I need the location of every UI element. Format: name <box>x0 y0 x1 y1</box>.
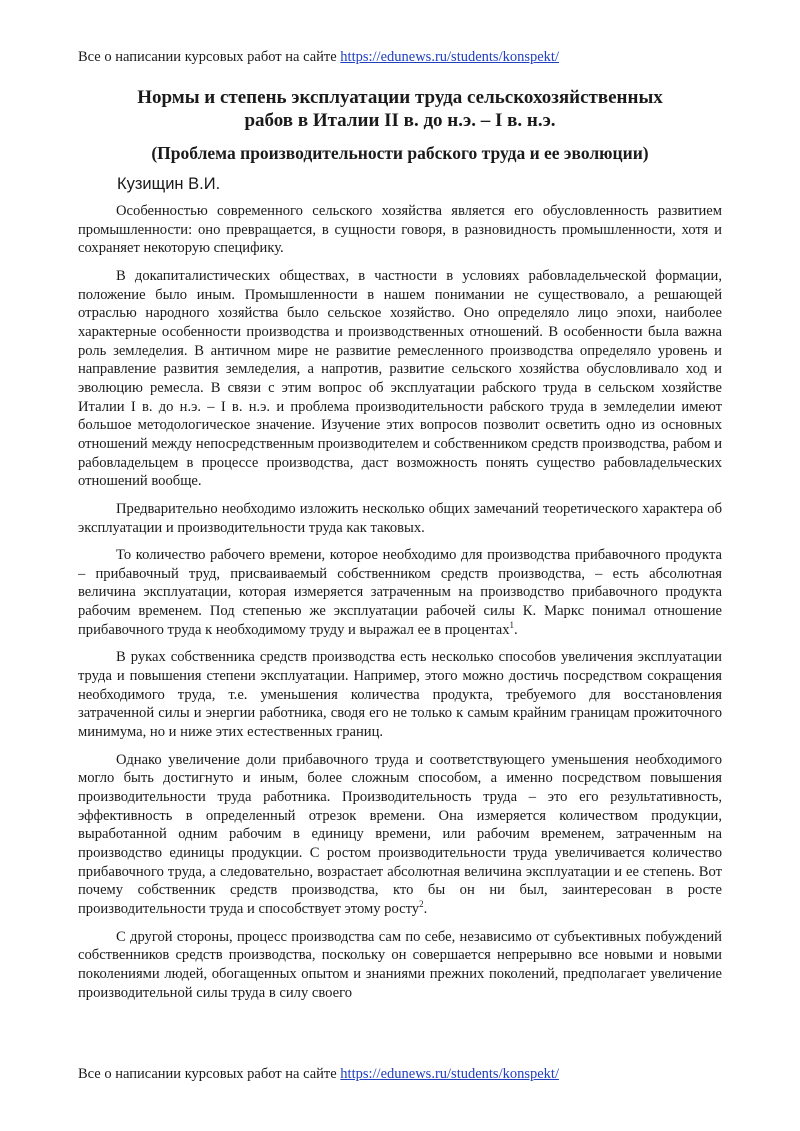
page-header <box>78 48 559 66</box>
footnote-ref-2[interactable]: 2 <box>419 899 424 910</box>
title-line-1: Нормы и степень эксплуатации труда сельскохозяйственных <box>137 87 663 108</box>
document-subtitle: (Проблема производительности рабского труда и ее эволюции) <box>151 143 649 163</box>
paragraph-2: В докапиталистических обществах, в частности в условиях рабовладельческой формации, положение было иным. Промышленности в нашем понимании не существовало, а решающей отраслью народного хозяйства было сельское хозяйство. Оно определяло лицо эпохи, наиболее характерные особенности производства и производственных отношений. В особенности была важна роль земледелия. В античном мире не развитие ремесленного производства определяло уровень и направление развития земледелия, а напротив, развитие сельского хозяйства обусловливало ход и эволюцию ремесла. В связи с этим вопрос об эксплуатации рабского труда в сельском хозяйстве Италии I в. до н.э. – I в. н.э. и проблема производительности рабского труда в земледелии имеют большое методологическое значение. Изучение этих вопросов позволит осветить одно из основных отношений между непосредственным производителем и собственником средств производства, рабом и рабовладельцем в процессе производства, даст возможность понять существо рабовладельческих отношений вообще. <box>78 267 722 490</box>
footer-text: Все о написании курсовых работ на сайте <box>78 1066 341 1082</box>
paragraph-4 <box>78 546 722 639</box>
paragraph-6-text: Однако увеличение доли прибавочного труда и соответствующего уменьшения необходимого могло быть достигнуто и иным, более сложным способом, а именно посредством повышения производительности труда работника. Производительность труда – это его результативность, эффективность в определенный отрезок времени. Она измеряется количеством продукции, выработанной одним рабочим в единицу времени, или рабочим временем, затраченным на производство единицы продукции. С ростом производительности труда увеличивается количество прибавочного труда, а следовательно, возрастает абсолютная величина эксплуатации и ее степень. Вот почему собственник средств производства, кто бы он ни был, заинтересован в росте производительности труда и способствует этому росту <box>78 751 722 917</box>
paragraph-3: Предварительно необходимо изложить несколько общих замечаний теоретического характера об эксплуатации и производительности труда как таковых. <box>78 500 722 536</box>
page-footer <box>78 1065 559 1083</box>
header-text: Все о написании курсовых работ на сайте <box>78 49 341 65</box>
paragraph-4-text: То количество рабочего времени, которое необходимо для производства прибавочного продукта – прибавочный труд, присваиваемый собственником средств производства, – есть абсолютная величина эксплуатации, которая измеряется затраченным на производство прибавочного продукта рабочим временем. Под степенью же эксплуатации рабочей силы К. Маркс понимал отношение прибавочного труда к необходимому труду и выражал ее в процентах <box>78 547 722 638</box>
title-line-2: рабов в Италии II в. до н.э. – I в. н.э. <box>244 110 556 131</box>
document-author: Кузищин В.И. <box>117 175 221 193</box>
footnote-ref-1[interactable]: 1 <box>509 619 515 630</box>
footer-link[interactable]: https://edunews.ru/students/konspekt/ <box>340 1066 559 1082</box>
paragraph-6 <box>78 751 722 919</box>
document-title <box>60 86 740 132</box>
paragraph-5: В руках собственника средств производства есть несколько способов увеличения эксплуатации труда и повышения степени эксплуатации. Например, этого можно достичь посредством сокращения необходимого труда, т.е. уменьшения количества продукта, требуемого для восстановления затраченной силы и энергии работника, сводя его не только к самым крайним границам прожиточного минимума, но и ниже этих естественных границ. <box>78 649 722 741</box>
paragraph-1: Особенностью современного сельского хозяйства является его обусловленность развитием промышленности: оно превращается, в сущности говоря, в разновидность промышленности, хотя и сохраняет некоторую специфику. <box>78 203 722 257</box>
paragraph-7: С другой стороны, процесс производства сам по себе, независимо от субъективных побуждений собственников средств производства, поскольку он совершается непрерывно все новыми и новыми поколениями людей, обогащенных опытом и знаниями прежних поколений, предполагает увеличение производительной силы труда в силу своего <box>78 928 722 1001</box>
paragraph-6-end: . <box>423 900 428 917</box>
document-body <box>78 202 722 1048</box>
header-link[interactable]: https://edunews.ru/students/konspekt/ <box>340 49 559 65</box>
paragraph-4-end: . <box>514 621 518 638</box>
